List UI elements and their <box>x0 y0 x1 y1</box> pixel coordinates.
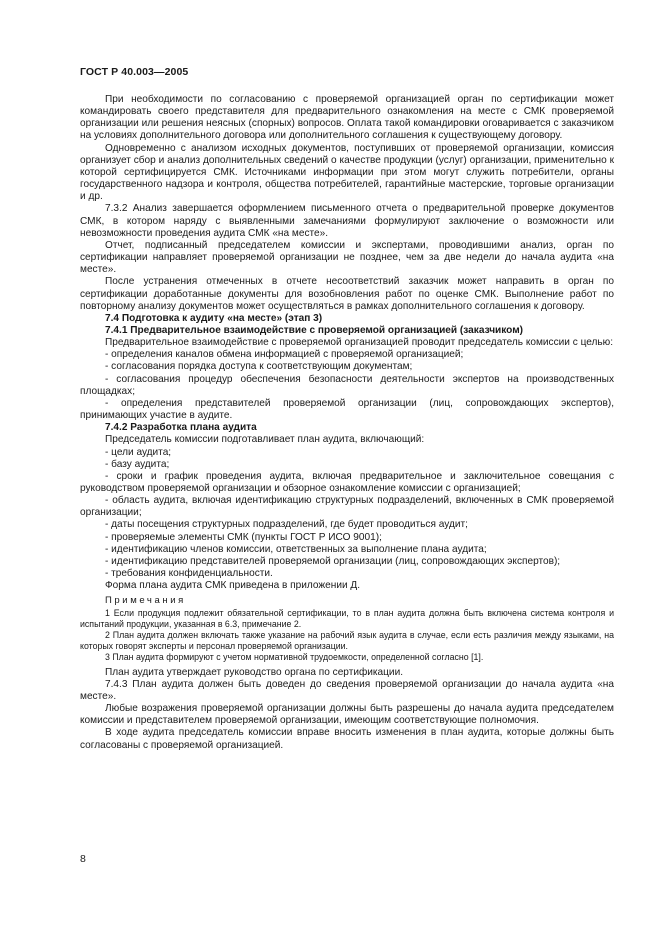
paragraph: При необходимости по согласованию с проверяемой организацией орган по сертификации может командировать своего представителя для предварительного ознакомления на месте с СМК проверяемой организации или решения неясных (спорных) вопросов. Оплата такой командировки оговаривается с заказчиком на условиях дополнительного договора или дополнительного соглашения к существующему договору. <box>80 94 614 142</box>
section-heading: 7.4 Подготовка к аудиту «на месте» (этап 3) <box>105 312 323 324</box>
page-number: 8 <box>80 853 86 865</box>
note-item: 2 План аудита должен включать также указание на рабочий язык аудита в случае, если есть различия между языками, на которых говорят эксперты и персонал проверяемой организации. <box>80 629 614 652</box>
list-item: - определения представителей проверяемой организации (лиц, сопровождающих экспертов), принимающих участие в аудите. <box>80 397 614 422</box>
list-item: - цели аудита; <box>105 446 172 458</box>
note-item: 3 План аудита формируют с учетом нормативной трудоемкости, определенной согласно [1]. <box>105 652 484 663</box>
paragraph: После устранения отмеченных в отчете несоответствий заказчик может направить в орган по сертификации доработанные документы для возобновления работ по оценке СМК. Выполнение работ по повторному анализу документов может осуществляться в рамках дополнительного соглашения к договору. <box>80 276 614 312</box>
list-item: - определения каналов обмена информацией с проверяемой организацией; <box>105 349 464 361</box>
list-item: - сроки и график проведения аудита, включая предварительное и заключительное совещания с руководством проверяемой организации и обзорное ознакомление комиссии с организацией; <box>80 470 614 494</box>
list-item: - базу аудита; <box>105 458 170 470</box>
paragraph: Отчет, подписанный председателем комиссии и экспертами, проводившими анализ, орган по сертификации направляет проверяемой организации не позднее, чем за две недели до начала аудита «на месте». <box>80 239 614 276</box>
paragraph: 7.3.2 Анализ завершается оформлением письменного отчета о предварительной проверке документов СМК, в котором наряду с выявленными замечаниями формулируют заключение о возможности или невозможности проведения аудита СМК «на месте». <box>80 203 614 239</box>
paragraph: Форма плана аудита СМК приведена в приложении Д. <box>105 580 361 592</box>
document-body <box>80 94 614 752</box>
paragraph: Одновременно с анализом исходных документов, поступивших от проверяемой организации, комиссия организует сбор и анализ дополнительных сведений о качестве продукции (услуг) организации, применительно к которой сертифицируется СМК. Источниками информации при этом могут служить потребители, органы государственного надзора и контроля, общества потребителей, гарантийные мастерские, торговые организации и др. <box>80 142 614 203</box>
list-item: - проверяемые элементы СМК (пункты ГОСТ Р ИСО 9001); <box>105 531 382 543</box>
list-item: - требования конфиденциальности. <box>105 568 273 580</box>
note-item: 1 Если продукция подлежит обязательной сертификации, то в план аудита должна быть включена система контроля и испытаний продукции, указанная в 6.3, примечание 2. <box>80 607 614 629</box>
paragraph: 7.4.3 План аудита должен быть доведен до сведения проверяемой организации до начала аудита «на месте». <box>80 678 614 702</box>
document-page <box>80 0 614 936</box>
subsection-heading: 7.4.1 Предварительное взаимодействие с проверяемой организацией (заказчиком) <box>105 324 524 336</box>
list-item: - согласования процедур обеспечения безопасности деятельности экспертов на производственных площадках; <box>80 373 614 397</box>
list-item: - согласования порядка доступа к соответствующим документам; <box>105 361 413 373</box>
paragraph: Председатель комиссии подготавливает план аудита, включающий: <box>105 434 425 446</box>
list-item: - идентификацию представителей проверяемой организации (лиц, сопровождающих экспертов); <box>105 555 561 567</box>
notes-title: Примечания <box>105 595 186 607</box>
list-item: - даты посещения структурных подразделений, где будет проводиться аудит; <box>105 519 468 531</box>
list-item: - область аудита, включая идентификацию структурных подразделений, включенных в СМК проверяемой организации; <box>80 495 614 519</box>
paragraph: В ходе аудита председатель комиссии вправе вносить изменения в план аудита, которые должны быть согласованы с проверяемой организацией. <box>80 727 614 751</box>
subsection-heading: 7.4.2 Разработка плана аудита <box>105 422 257 434</box>
paragraph: Любые возражения проверяемой организации должны быть разрешены до начала аудита председателем комиссии и представителем проверяемой организации, имеющим соответствующие полномочия. <box>80 703 614 727</box>
paragraph: Предварительное взаимодействие с проверяемой организацией проводит председатель комиссии с целью: <box>105 337 614 349</box>
document-header: ГОСТ Р 40.003—2005 <box>80 66 189 78</box>
paragraph: План аудита утверждает руководство органа по сертификации. <box>105 666 404 678</box>
list-item: - идентификацию членов комиссии, ответственных за выполнение плана аудита; <box>105 543 487 555</box>
